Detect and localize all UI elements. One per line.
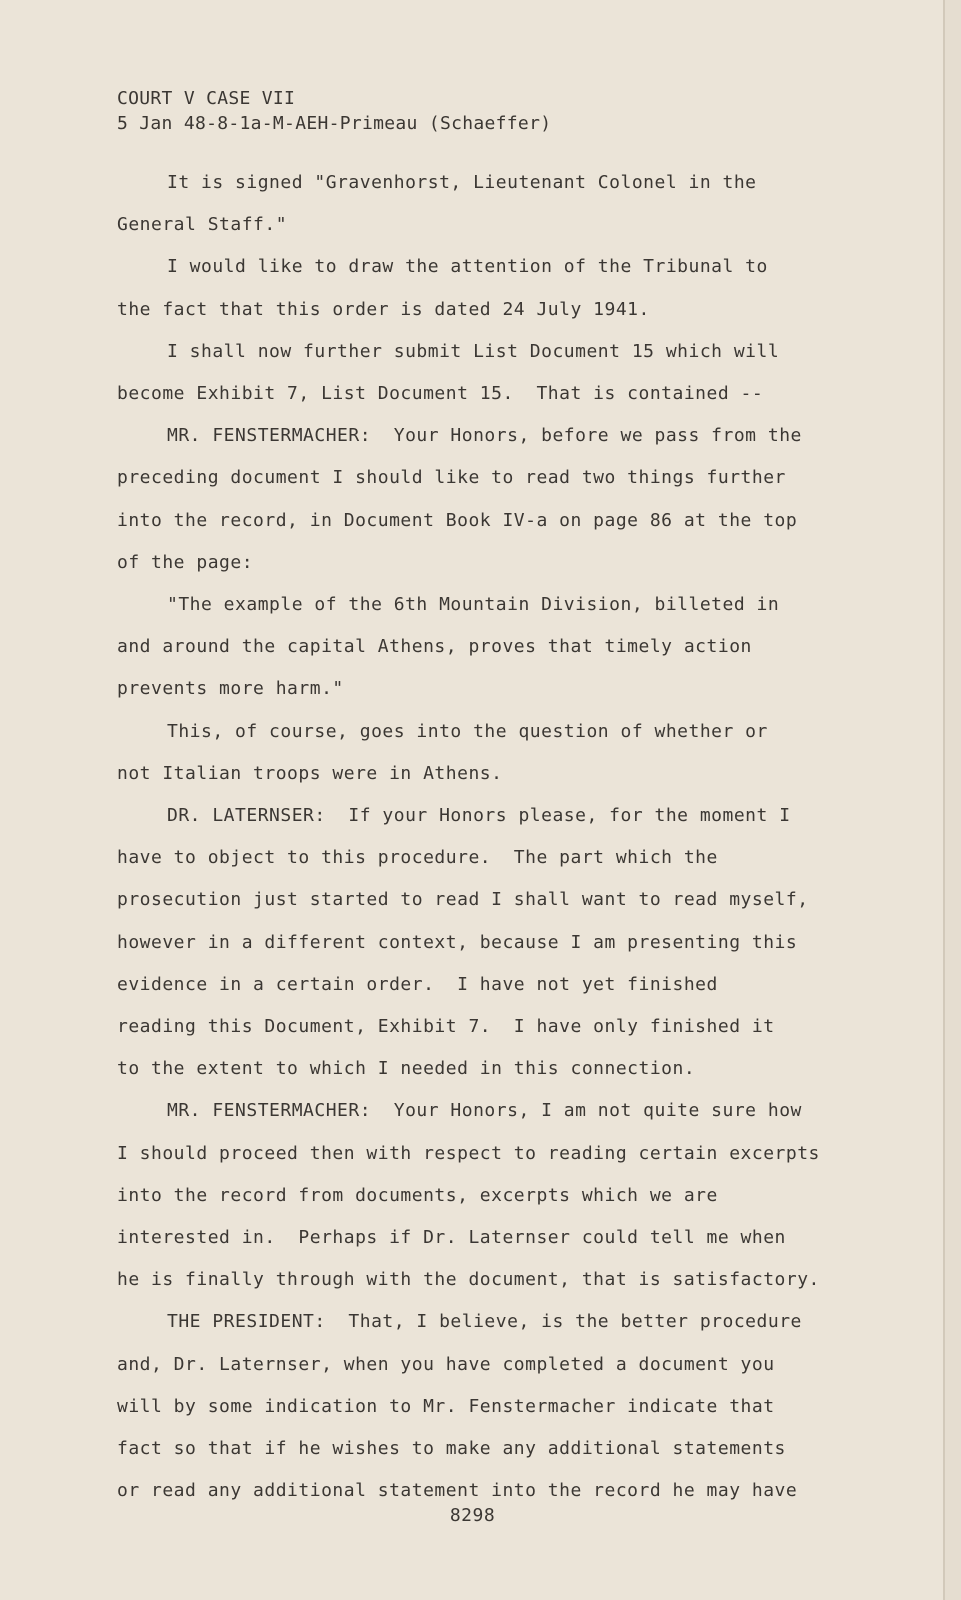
transcript-line: evidence in a certain order. I have not yet finished	[117, 973, 718, 995]
transcript-line: or read any additional statement into the record he may have	[117, 1480, 798, 1502]
transcript-line: It is signed "Gravenhorst, Lieutenant Colonel in the	[167, 172, 757, 193]
transcript-line: reading this Document, Exhibit 7. I have only finished it	[117, 1016, 775, 1038]
transcript-line: into the record from documents, excerpts which we are	[117, 1184, 718, 1206]
transcript-line: and around the capital Athens, proves that timely action	[117, 636, 752, 658]
transcript-line: to the extent to which I needed in this connection.	[117, 1058, 696, 1080]
transcript-line: interested in. Perhaps if Dr. Laternser could tell me when	[117, 1227, 786, 1249]
transcript-line: MR. FENSTERMACHER: Your Honors, I am not quite sure how	[167, 1100, 802, 1122]
transcript-line: and, Dr. Laternser, when you have completed a document you	[117, 1353, 775, 1375]
transcript-line: not Italian troops were in Athens.	[117, 762, 503, 784]
transcript-line: THE PRESIDENT: That, I believe, is the better procedure	[167, 1311, 802, 1333]
transcript-line: will by some indication to Mr. Fenstermacher indicate that	[117, 1395, 775, 1417]
transcript-line: prevents more harm."	[117, 678, 344, 700]
transcript-line: however in a different context, because I am presenting this	[117, 931, 798, 953]
header-date-reference: 5 Jan 48-8-1a-M-AEH-Primeau (Schaeffer)	[117, 113, 552, 134]
page-header	[117, 86, 551, 136]
transcript-line: This, of course, goes into the question of whether or	[167, 720, 768, 742]
transcript-line: preceding document I should like to read two things further	[117, 467, 786, 489]
transcript-line: of the page:	[117, 551, 254, 573]
transcript-line: DR. LATERNSER: If your Honors please, for the moment I	[167, 805, 791, 827]
transcript-line: fact so that if he wishes to make any additional statements	[117, 1438, 786, 1460]
transcript-line: prosecution just started to read I shall want to read myself,	[117, 889, 809, 911]
transcript-line: I should proceed then with respect to reading certain excerpts	[117, 1142, 820, 1164]
page-number: 8298	[449, 1505, 496, 1526]
transcript-line: I would like to draw the attention of the Tribunal to	[167, 256, 768, 278]
transcript-line: have to object to this procedure. The part which the	[117, 847, 718, 869]
transcript-body	[117, 162, 917, 1513]
transcript-line: into the record, in Document Book IV-a on page 86 at the top	[117, 509, 798, 531]
transcript-line: General Staff."	[117, 214, 288, 236]
transcript-line: he is finally through with the document, that is satisfactory.	[117, 1269, 820, 1291]
transcript-line: "The example of the 6th Mountain Division, billeted in	[167, 594, 780, 616]
transcript-line: become Exhibit 7, List Document 15. That is contained --	[117, 383, 764, 405]
transcript-line: MR. FENSTERMACHER: Your Honors, before we pass from the	[167, 425, 802, 447]
header-court-case: COURT V CASE VII	[117, 88, 296, 109]
transcript-line: the fact that this order is dated 24 July 1941.	[117, 298, 650, 320]
transcript-line: I shall now further submit List Document 15 which will	[167, 340, 780, 362]
